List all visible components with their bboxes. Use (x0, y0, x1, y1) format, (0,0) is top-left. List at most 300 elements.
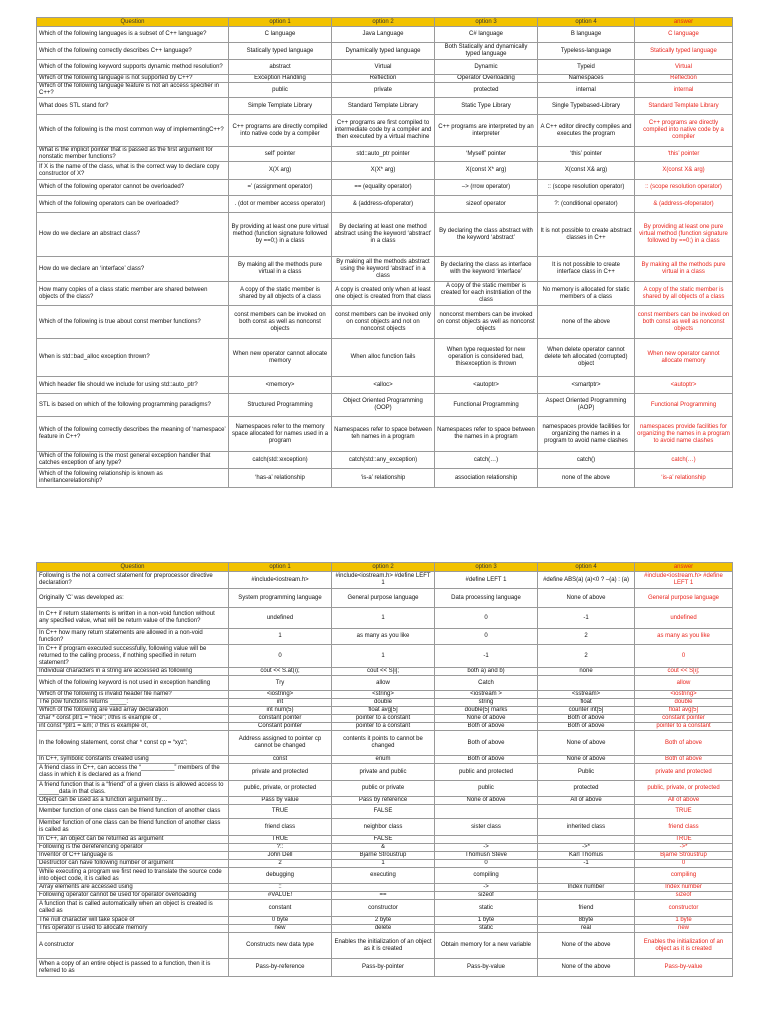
option-3-cell: -1 (435, 645, 538, 668)
option-2-cell: 2 byte (332, 917, 435, 925)
question-cell: When is std::bad_alloc exception thrown? (37, 339, 229, 377)
option-3-cell: public (435, 781, 538, 797)
question-cell: Originally ‘C’ was developed as: (37, 589, 229, 608)
answer-cell: #include<iostream.h> #define LEFT 1 (635, 572, 733, 589)
answer-cell: public, private, or protected (635, 781, 733, 797)
option-4-cell: inherited class (538, 819, 635, 836)
answer-cell: <autoptr> (635, 377, 733, 394)
option-4-cell: It is not possible to create abstract classes in C++ (538, 213, 635, 257)
table-row (37, 797, 733, 805)
option-1-cell: =’ (assignment operator) (229, 180, 332, 196)
option-2-cell: 1 (332, 860, 435, 868)
option-1-cell: Constructs new data type (229, 933, 332, 959)
table-row (37, 98, 733, 115)
option-2-cell: neighbor class (332, 819, 435, 836)
table-row (37, 645, 733, 668)
answer-cell: :: (scope resolution operator) (635, 180, 733, 196)
option-1-cell: Namespaces refer to the memory space allocated for names used in a program (229, 417, 332, 452)
question-cell: Which of the following is invalid header file name? (37, 691, 229, 699)
answer-cell: By making all the methods pure virtual in a class (635, 257, 733, 282)
option-1-cell: 0 byte (229, 917, 332, 925)
answer-cell: C language (635, 27, 733, 43)
option-4-cell: none of the above (538, 306, 635, 339)
column-header: option 2 (332, 563, 435, 572)
question-cell: Destructor can have following number of argument (37, 860, 229, 868)
option-3-cell: <iostream > (435, 691, 538, 699)
question-cell: A friend function that is a “friend” of a given class is allowed access to ______data in that class. (37, 781, 229, 797)
option-4-cell: Index number (538, 884, 635, 892)
option-4-cell: Aspect Oriented Programming (AOP) (538, 394, 635, 417)
option-4-cell: 2 (538, 645, 635, 668)
table-row (37, 629, 733, 645)
column-header: option 4 (538, 563, 635, 572)
option-2-cell: pointer to a constant (332, 715, 435, 723)
option-4-cell: :: (scope resolution operator) (538, 180, 635, 196)
question-cell: In the following statement, const char * const cp = “xyz”; (37, 731, 229, 756)
option-3-cell: By declaring the class as interface with the keyword ‘interface’ (435, 257, 538, 282)
question-cell: Following is the dereferencing operator (37, 844, 229, 852)
question-cell: A friend class in C++, can access the “__________” members of the class in which it is declared as a friend (37, 764, 229, 781)
option-4-cell: B language (538, 27, 635, 43)
option-1-cell: debugging (229, 868, 332, 884)
table-row (37, 394, 733, 417)
quiz-sheet-2 (36, 562, 733, 977)
table-row (37, 180, 733, 196)
option-4-cell: 2 (538, 629, 635, 645)
question-cell: In C++ how many return statements are allowed in a non-void function? (37, 629, 229, 645)
option-1-cell: Statically typed language (229, 43, 332, 60)
option-1-cell: catch(std::exception) (229, 452, 332, 469)
option-3-cell: Both of above (435, 756, 538, 764)
option-1-cell: Try (229, 676, 332, 691)
option-4-cell: A C++ editor directly compiles and executes the program (538, 115, 635, 147)
table-row (37, 764, 733, 781)
option-2-cell: & (address-ofoperator) (332, 196, 435, 213)
question-cell: What is the implicit pointer that is passed as the first argument for nonstatic member functions? (37, 147, 229, 162)
option-3-cell: nonconst members can be invoked on const objects as well as nonconst objects (435, 306, 538, 339)
option-3-cell: Data processing language (435, 589, 538, 608)
option-4-cell: Both of above (538, 715, 635, 723)
option-4-cell (538, 676, 635, 691)
option-1-cell: Pass by value (229, 797, 332, 805)
option-2-cell: const members can be invoked only on const objects and not on nonconst objects (332, 306, 435, 339)
answer-cell: catch(…) (635, 452, 733, 469)
table-row (37, 452, 733, 469)
table-row (37, 282, 733, 306)
option-4-cell: Typeid (538, 60, 635, 75)
option-3-cell: <autoptr> (435, 377, 538, 394)
option-1-cell: C language (229, 27, 332, 43)
option-2-cell: private and public (332, 764, 435, 781)
option-1-cell: When new operator cannot allocate memory (229, 339, 332, 377)
option-2-cell: == (equality operator) (332, 180, 435, 196)
option-2-cell: cout << S[i]; (332, 668, 435, 676)
option-1-cell: public (229, 83, 332, 98)
option-3-cell: When type requested for new operation is considered bad, thisexception is thrown (435, 339, 538, 377)
option-3-cell: 0 (435, 629, 538, 645)
answer-cell: cout << S[i]; (635, 668, 733, 676)
table-row (37, 836, 733, 844)
option-3-cell: sizeof operator (435, 196, 538, 213)
option-2-cell: 1 (332, 608, 435, 629)
table-row (37, 162, 733, 180)
question-cell: Which of the following correctly describes the meaning of ‘namespace’ feature in C++? (37, 417, 229, 452)
option-4-cell: none of the above (538, 469, 635, 488)
table-row (37, 27, 733, 43)
option-4-cell: counter int[5] (538, 707, 635, 715)
option-2-cell: ‘is-a’ relationship (332, 469, 435, 488)
question-cell: Which of the following keyword is not used in exception handling (37, 676, 229, 691)
option-1-cell: #VALUE! (229, 892, 332, 900)
option-4-cell: Karl Thomus (538, 852, 635, 860)
option-2-cell: By declaring at least one method abstract using the keyword ‘abstract’ in a class (332, 213, 435, 257)
option-1-cell: . (dot or member access operator) (229, 196, 332, 213)
question-cell: Which of the following operators can be overloaded? (37, 196, 229, 213)
question-cell: Which of the following relationship is known as inheritancerelationship? (37, 469, 229, 488)
option-2-cell: X(X* arg) (332, 162, 435, 180)
option-1-cell: John Dell (229, 852, 332, 860)
option-3-cell: Pass-by-value (435, 959, 538, 977)
answer-cell: float avg[5] (635, 707, 733, 715)
header-row (37, 18, 733, 27)
column-header: answer (635, 18, 733, 27)
option-1-cell: Address assigned to pointer cp cannot be changed (229, 731, 332, 756)
option-1-cell: int (229, 699, 332, 707)
option-2-cell: catch(std::any_exception) (332, 452, 435, 469)
table-row (37, 196, 733, 213)
question-cell: How many copies of a class static member are shared between objects of the class? (37, 282, 229, 306)
question-cell: Which header file should we include for using std::auto_ptr? (37, 377, 229, 394)
question-cell: If X is the name of the class, what is the correct way to declare copy constructor of X? (37, 162, 229, 180)
answer-cell: allow (635, 676, 733, 691)
table-row (37, 852, 733, 860)
question-cell: STL is based on which of the following programming paradigms? (37, 394, 229, 417)
question-cell: The pow functions returns _____: (37, 699, 229, 707)
option-1-cell: new (229, 925, 332, 933)
option-4-cell: Single Typebased-Library (538, 98, 635, 115)
table-row (37, 723, 733, 731)
option-1-cell: :: (229, 884, 332, 892)
answer-cell: A copy of the static member is shared by all objects of a class (635, 282, 733, 306)
answer-cell: 0 (635, 860, 733, 868)
option-3-cell: static (435, 925, 538, 933)
option-3-cell: association relationship (435, 469, 538, 488)
option-1-cell: ?:: (229, 844, 332, 852)
option-4-cell: friend (538, 900, 635, 917)
answer-cell: Both of above (635, 756, 733, 764)
table-row (37, 959, 733, 977)
answer-cell: pointer to a constant (635, 723, 733, 731)
option-3-cell: Catch (435, 676, 538, 691)
option-1-cell: <memory> (229, 377, 332, 394)
option-3-cell: None of above (435, 797, 538, 805)
option-4-cell: None of the above (538, 959, 635, 977)
question-cell: char * const ptr1 = “nice”; //this is example of , (37, 715, 229, 723)
question-cell: Which of the following language feature is not an access specifier in C++? (37, 83, 229, 98)
option-3-cell: Thomusn Steve (435, 852, 538, 860)
answer-cell: TRUE (635, 805, 733, 819)
option-2-cell: std::auto_ptr pointer (332, 147, 435, 162)
option-2-cell: Pass-by-pointer (332, 959, 435, 977)
answer-cell: undefined (635, 608, 733, 629)
option-3-cell: C# language (435, 27, 538, 43)
option-1-cell: System programming language (229, 589, 332, 608)
option-4-cell: #define ABS(a) (a)<0 ? –(a) : (a) (538, 572, 635, 589)
question-cell: In C++ if return statements is written in a non-void function without any specified value, what will be return value of the function? (37, 608, 229, 629)
option-3-cell: ‘Myself’ pointer (435, 147, 538, 162)
option-4-cell: None of above (538, 731, 635, 756)
option-4-cell: <smartptr> (538, 377, 635, 394)
option-1-cell: undefined (229, 608, 332, 629)
answer-cell: Statically typed language (635, 43, 733, 60)
option-1-cell: const members can be invoked on both const as well as nonconst objects (229, 306, 332, 339)
column-header: option 3 (435, 563, 538, 572)
option-1-cell: A copy of the static member is shared by all objects of a class (229, 282, 332, 306)
option-4-cell: -1 (538, 608, 635, 629)
answer-cell: Index number (635, 884, 733, 892)
option-3-cell: By declaring the class abstract with the keyword ‘abstract’ (435, 213, 538, 257)
table-row (37, 844, 733, 852)
question-cell: When a copy of an entire object is passed to a function, then it is referred to as (37, 959, 229, 977)
column-header: option 2 (332, 18, 435, 27)
option-4-cell: 8byte (538, 917, 635, 925)
table-row (37, 925, 733, 933)
answer-cell: ‘is-a’ relationship (635, 469, 733, 488)
option-1-cell: C++ programs are directly compiled into native code by a compiler (229, 115, 332, 147)
question-cell: A function that is called automatically when an object is created is called as (37, 900, 229, 917)
option-2-cell: double (332, 699, 435, 707)
answer-cell: C++ programs are directly compiled into native code by a compiler (635, 115, 733, 147)
question-cell: In C++ if program executed successfully, following value will be returned to the calling process, if nothing specified in return statement? (37, 645, 229, 668)
table-row (37, 339, 733, 377)
table-row (37, 884, 733, 892)
answer-cell: General purpose language (635, 589, 733, 608)
table-row (37, 377, 733, 394)
option-2-cell: General purpose language (332, 589, 435, 608)
option-3-cell: -> (435, 844, 538, 852)
question-cell: In C++, an object can be returned as argument (37, 836, 229, 844)
question-cell: Which of the following are valid array declaration (37, 707, 229, 715)
table-row (37, 469, 733, 488)
question-cell: The null character will take space of (37, 917, 229, 925)
option-3-cell: X(const X* arg) (435, 162, 538, 180)
option-4-cell (538, 892, 635, 900)
table-row (37, 608, 733, 629)
table-row (37, 691, 733, 699)
option-4-cell: float (538, 699, 635, 707)
option-4-cell (538, 805, 635, 819)
option-4-cell: ‘this’ pointer (538, 147, 635, 162)
answer-cell: namespaces provide facilities for organizing the names in a program to avoid name clashes (635, 417, 733, 452)
option-4-cell: Namespaces (538, 75, 635, 83)
answer-cell: By providing at least one pure virtual method (function signature followed by ==0;) in a class (635, 213, 733, 257)
table-row (37, 699, 733, 707)
option-1-cell: By making all the methods pure virtual in a class (229, 257, 332, 282)
table-row (37, 572, 733, 589)
option-1-cell: cout << S.at(i); (229, 668, 332, 676)
option-2-cell: float avg[5] (332, 707, 435, 715)
option-2-cell: #include<iostream.h> #define LEFT 1 (332, 572, 435, 589)
option-3-cell: sister class (435, 819, 538, 836)
question-cell: Following operator cannot be used for operator overloading (37, 892, 229, 900)
option-3-cell: string (435, 699, 538, 707)
option-2-cell: delete (332, 925, 435, 933)
table-row (37, 715, 733, 723)
option-2-cell: Virtual (332, 60, 435, 75)
option-1-cell: ‘has-a’ relationship (229, 469, 332, 488)
question-cell: Following is the not a correct statement for preprocessor directive declaration? (37, 572, 229, 589)
option-2-cell: Object Oriented Programming (OOP) (332, 394, 435, 417)
option-3-cell: Static Type Library (435, 98, 538, 115)
question-cell: Individual characters in a string are accessed as following (37, 668, 229, 676)
answer-cell: Virtual (635, 60, 733, 75)
option-1-cell: Structured Programming (229, 394, 332, 417)
option-2-cell: & (332, 844, 435, 852)
option-2-cell (332, 884, 435, 892)
question-cell: Member function of one class can be friend function of another class (37, 805, 229, 819)
option-3-cell: Obtain memory for a new variable (435, 933, 538, 959)
question-cell: Which of the following languages is a subset of C++ language? (37, 27, 229, 43)
option-4-cell: <sstream> (538, 691, 635, 699)
option-3-cell: 0 (435, 860, 538, 868)
option-2-cell: <alloc> (332, 377, 435, 394)
column-header: option 1 (229, 563, 332, 572)
quiz-sheet-1 (36, 17, 733, 488)
option-1-cell: TRUE (229, 805, 332, 819)
option-3-cell: A copy of the static member is created for each instntiation of the class (435, 282, 538, 306)
option-1-cell: 1 (229, 629, 332, 645)
question-cell: This operator is used to allocate memory (37, 925, 229, 933)
option-1-cell: Exception Handling (229, 75, 332, 83)
option-2-cell: Enables the initialization of an object as it is created (332, 933, 435, 959)
answer-cell: constant pointer (635, 715, 733, 723)
option-4-cell: internal (538, 83, 635, 98)
answer-cell: constructor (635, 900, 733, 917)
option-2-cell: Pass by reference (332, 797, 435, 805)
answer-cell: ‘this’ pointer (635, 147, 733, 162)
option-1-cell: #include<iostream.h> (229, 572, 332, 589)
option-3-cell: Both of above (435, 723, 538, 731)
option-2-cell: pointer to a constant (332, 723, 435, 731)
answer-cell: private and protected (635, 764, 733, 781)
option-4-cell: X(const X& arg) (538, 162, 635, 180)
option-4-cell: No memory is allocated for static members of a class (538, 282, 635, 306)
option-1-cell: abstract (229, 60, 332, 75)
option-3-cell: -> (435, 884, 538, 892)
column-header: option 4 (538, 18, 635, 27)
answer-cell: double (635, 699, 733, 707)
question-cell: While executing a program we first need to translate the source code into object code, it is called as (37, 868, 229, 884)
option-2-cell: A copy is created only when at least one object is created from that class (332, 282, 435, 306)
answer-cell: Reflection (635, 75, 733, 83)
table-row (37, 306, 733, 339)
option-3-cell: compiling (435, 868, 538, 884)
option-3-cell: –> (rrow operator) (435, 180, 538, 196)
question-cell: Which of the following operator cannot be overloaded? (37, 180, 229, 196)
answer-cell: & (address-ofoperator) (635, 196, 733, 213)
table-row (37, 75, 733, 83)
option-4-cell: ->* (538, 844, 635, 852)
option-1-cell: Pass-by-reference (229, 959, 332, 977)
option-1-cell: private and protected (229, 764, 332, 781)
option-2-cell: contents it points to cannot be changed (332, 731, 435, 756)
option-4-cell: -1 (538, 860, 635, 868)
answer-cell: 0 (635, 645, 733, 668)
answer-cell: Both of above (635, 731, 733, 756)
option-1-cell: Constant pointer (229, 723, 332, 731)
option-3-cell: Both of above (435, 731, 538, 756)
question-cell: Which of the following keyword supports dynamic method resolution? (37, 60, 229, 75)
answer-cell: All of above (635, 797, 733, 805)
answer-cell: internal (635, 83, 733, 98)
answer-cell: const members can be invoked on both const as well as nonconst objects (635, 306, 733, 339)
option-3-cell: Operator Overloading (435, 75, 538, 83)
option-3-cell: static (435, 900, 538, 917)
option-4-cell: None of above (538, 756, 635, 764)
answer-cell: When new operator cannot allocate memory (635, 339, 733, 377)
option-3-cell: public and protected (435, 764, 538, 781)
column-header: option 1 (229, 18, 332, 27)
option-4-cell: ?: (conditional operator) (538, 196, 635, 213)
option-2-cell: allow (332, 676, 435, 691)
question-cell: A constructor (37, 933, 229, 959)
table-row (37, 868, 733, 884)
option-3-cell: Functional Programming (435, 394, 538, 417)
option-2-cell: Java Language (332, 27, 435, 43)
option-1-cell: 0 (229, 645, 332, 668)
table-row (37, 805, 733, 819)
option-4-cell: catch() (538, 452, 635, 469)
question-cell: What does STL stand for? (37, 98, 229, 115)
table-row (37, 892, 733, 900)
table-row (37, 900, 733, 917)
option-3-cell: protected (435, 83, 538, 98)
table-row (37, 676, 733, 691)
question-cell: In C++, symbolic constants created using (37, 756, 229, 764)
option-2-cell: public or private (332, 781, 435, 797)
table-row (37, 147, 733, 162)
option-1-cell: const (229, 756, 332, 764)
option-2-cell: Reflection (332, 75, 435, 83)
column-header: Question (37, 18, 229, 27)
option-4-cell (538, 868, 635, 884)
answer-cell: sizeof (635, 892, 733, 900)
answer-cell: TRUE (635, 836, 733, 844)
answer-cell: as many as you like (635, 629, 733, 645)
table-row (37, 933, 733, 959)
option-4-cell: protected (538, 781, 635, 797)
option-4-cell: Public (538, 764, 635, 781)
table-row (37, 43, 733, 60)
option-1-cell: By providing at least one pure virtual method (function signature followed by ==0;) in a class (229, 213, 332, 257)
table-row (37, 707, 733, 715)
option-4-cell: It is not possible to create interface class in C++ (538, 257, 635, 282)
table-row (37, 589, 733, 608)
answer-cell: Bjarne Stroustrup (635, 852, 733, 860)
option-4-cell: namespaces provide facilities for organizing the names in a program to avoid name clashes (538, 417, 635, 452)
question-cell: Which of the following is the most common way of implementingC++? (37, 115, 229, 147)
question-cell: Which of the following language is not supported by C++? (37, 75, 229, 83)
option-3-cell (435, 805, 538, 819)
answer-cell: Functional Programming (635, 394, 733, 417)
option-3-cell: catch(…) (435, 452, 538, 469)
option-2-cell: enum (332, 756, 435, 764)
option-1-cell: constant (229, 900, 332, 917)
option-3-cell: 0 (435, 608, 538, 629)
table-row (37, 781, 733, 797)
option-2-cell: By making all the methods abstract using the keyword ‘abstract’ in a class (332, 257, 435, 282)
option-4-cell: Both of above (538, 723, 635, 731)
